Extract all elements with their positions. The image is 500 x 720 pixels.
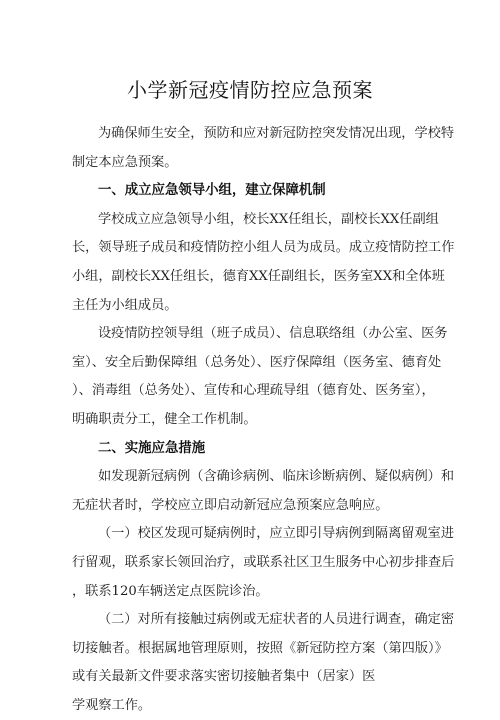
paragraph-line: 学校成立应急领导小组，校长XX任组长，副校长XX任副组 [98,211,439,227]
paragraph-line: ，联系120车辆送定点医院诊治。 [72,583,269,599]
paragraph-line: ）、消毒组（总务处）、宣传和心理疏导组（德育处、医务室）， [72,383,435,399]
paragraph-line: 切接触者。根据属地管理原则，按照《新冠防控方案（第四版）》 [72,640,448,656]
paragraph-line: 室）、安全后勤保障组（总务处）、医疗保障组（医务室、德育处 [72,354,442,370]
document-title: 小学新冠疫情防控应急预案 [127,78,373,102]
paragraph-line: 学观察工作。 [72,697,152,713]
section-heading: 一、成立应急领导小组，建立保障机制 [98,183,326,199]
paragraph-line: 制定本应急预案。 [72,154,178,170]
paragraph-line: 设疫情防控领导组（班子成员）、信息联络组（办公室、医务 [98,326,448,342]
paragraph-line: 为确保师生安全，预防和应对新冠防控突发情况出现，学校特 [98,126,455,141]
paragraph-line: 或有关最新文件要求落实密切接触者集中（居家）医 [72,669,376,685]
paragraph-line: 如发现新冠病例（含确诊病例、临床诊断病例、疑似病例）和 [98,469,455,485]
paragraph-line: 长，领导班子成员和疫情防控小组人员为成员。成立疫情防控工作 [72,240,455,256]
section-heading: 二、实施应急措施 [98,440,206,456]
paragraph-line: （二）对所有接触过病例或无症状者的人员进行调查，确定密 [98,612,455,628]
paragraph-line: 行留观，联系家长领回治疗，或联系社区卫生服务中心初步排查后 [72,554,455,570]
paragraph-line: （一）校区发现可疑病例时，应立即引导病例到隔离留观室进 [98,526,455,542]
paragraph-line: 明确职责分工，健全工作机制。 [72,411,257,427]
document-body [72,120,455,720]
paragraph-line: 小组，副校长XX任组长，德育XX任副组长，医务室XX和全体班 [72,268,445,284]
paragraph-line: 无症状者时，学校应立即启动新冠应急预案应急响应。 [72,497,389,513]
paragraph-line: 主任为小组成员。 [72,297,178,313]
